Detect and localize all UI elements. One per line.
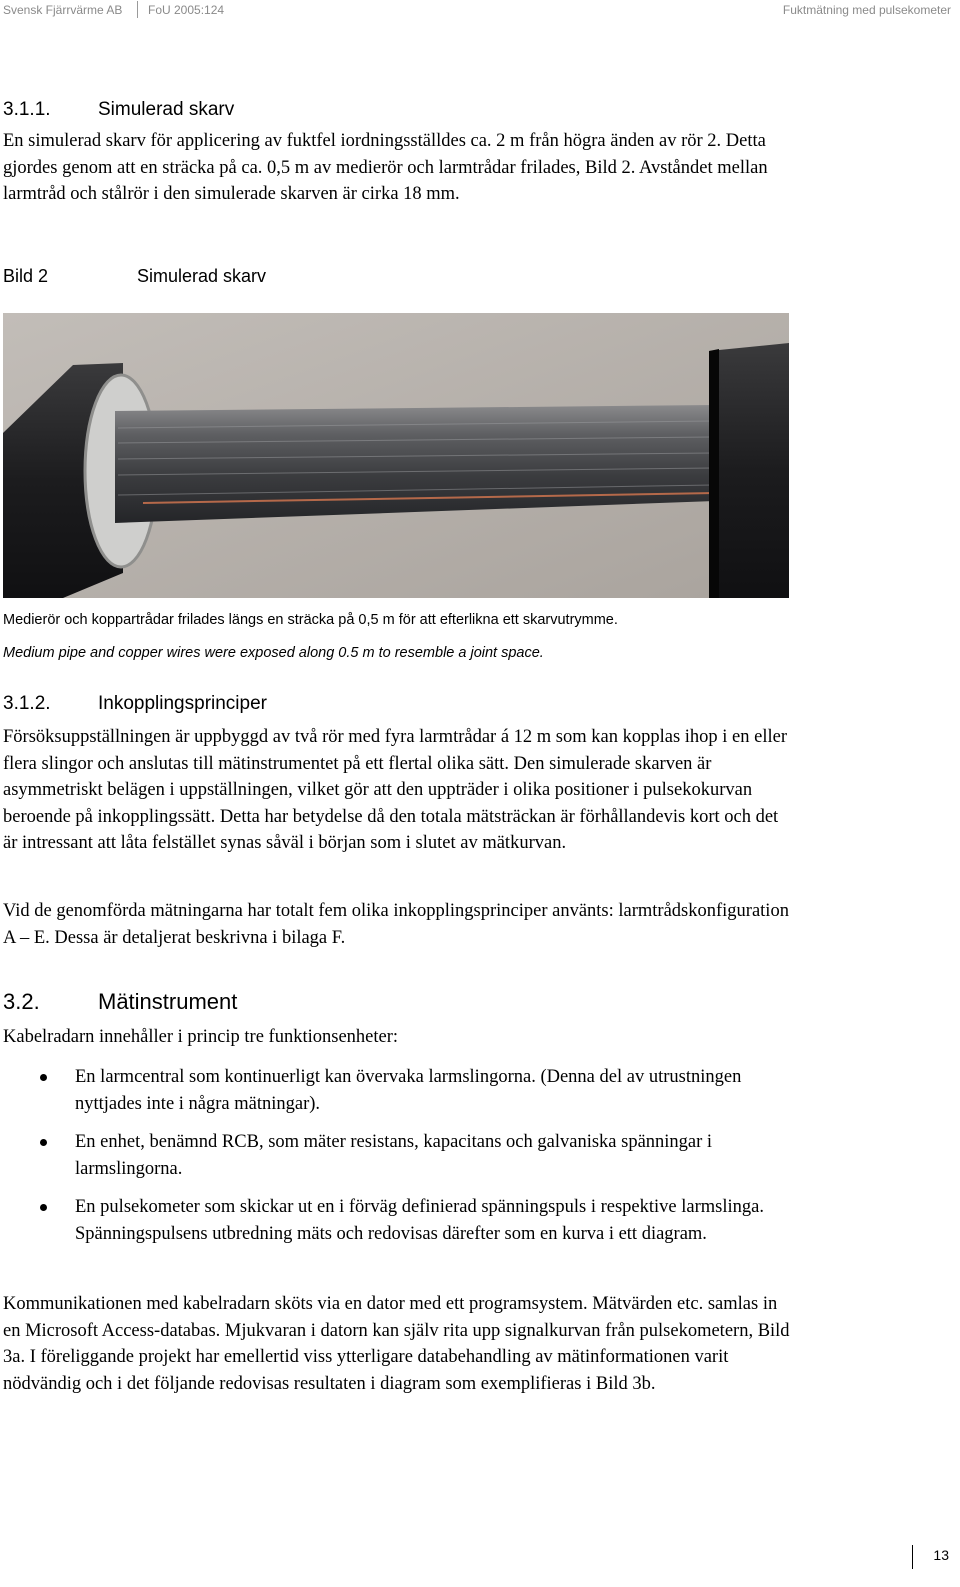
section-number: 3.2. (3, 989, 40, 1014)
bullet-icon (40, 1139, 47, 1146)
header-divider (137, 1, 138, 18)
section-title: Mätinstrument (98, 989, 238, 1014)
section-312-paragraph-2: Vid de genomförda mätningarna har totalt fem olika inkopplingsprinciper använts: larmtrådskonfiguration A – E. Dessa är detaljerat beskrivna i bilaga F. (3, 901, 789, 948)
page-number: 13 (933, 1547, 949, 1563)
header-organization: Svensk Fjärrvärme AB (3, 3, 123, 17)
section-title: Inkopplingsprinciper (98, 693, 267, 714)
section-number: 3.1.2. (3, 693, 51, 714)
figure-caption-swedish: Medierör och koppartrådar frilades längs en sträcka på 0,5 m för att efterlikna ett skarvutrymme. (3, 612, 618, 628)
figure-label-row (3, 266, 403, 290)
section-heading-32 (3, 989, 403, 1017)
instrument-units-list (3, 1064, 793, 1259)
section-heading-311 (3, 99, 403, 123)
list-item: En enhet, benämnd RCB, som mäter resistans, kapacitans och galvaniska spänningar i larmslingorna. (3, 1129, 793, 1183)
figure-label: Bild 2 (3, 266, 49, 286)
list-item: En pulsekometer som skickar ut en i förväg definierad spänningspuls i respektive larmslinga. Spänningspulsens utbredning mäts och redovisas därefter som en kurva i ett diagram. (3, 1194, 793, 1248)
list-item: En larmcentral som kontinuerligt kan övervaka larmslingorna. (Denna del av utrustningen nyttjades inte i några mätningar). (3, 1064, 793, 1118)
header-report-number: FoU 2005:124 (148, 3, 225, 17)
section-311-paragraph: En simulerad skarv för applicering av fuktfel iordningsställdes ca. 2 m från högra änden av rör 2. Detta gjordes genom att en sträcka på ca. 0,5 m av medierör och larmtrådar frilades, Bild 2. Avståndet mellan larmtråd och stålrör i den simulerade skarven är cirka 18 mm. (3, 131, 768, 204)
figure-title: Simulerad skarv (137, 266, 267, 286)
header-report-title: Fuktmätning med pulsekometer (782, 3, 951, 17)
section-heading-312 (3, 693, 403, 717)
figure-caption-english: Medium pipe and copper wires were exposed along 0.5 m to resemble a joint space. (3, 645, 544, 661)
section-number: 3.1.1. (3, 99, 51, 120)
bullet-icon (40, 1074, 47, 1081)
page-number-divider (912, 1545, 913, 1569)
section-32-intro: Kabelradarn innehåller i princip tre funktionsenheter: (3, 1027, 399, 1047)
section-32-closing-paragraph: Kommunikationen med kabelradarn sköts via en dator med ett programsystem. Mätvärden etc. samlas in en Microsoft Access-databas. Mjukvaran i datorn kan själv rita upp signalkurvan från pulsekometern, Bild 3a. I föreliggande projekt har emellertid viss ytterligare databehandling av mätinformationen varit nödvändig och i det följande redovisas resultaten i diagram som exemplifieras i Bild 3b. (3, 1294, 790, 1394)
bullet-icon (40, 1204, 47, 1211)
pipe-photo (3, 313, 789, 598)
section-312-paragraph-1: Försöksuppställningen är uppbyggd av två rör med fyra larmtrådar á 12 m som kan kopplas ihop i en eller flera slingor och anslutas till mätinstrumentet på ett flertal olika sätt. Den simulerade skarven är asymmetriskt belägen i uppställningen, vilket gör att den uppträder i olika positioner i pulsekokurvan beroende på inkopplingssätt. Detta har betydelse då den totala mätsträckan är förhållandevis kort och det är intressant att låta felstället synas såväl i början som i slutet av mätkurvan. (3, 727, 788, 853)
section-title: Simulerad skarv (98, 99, 235, 120)
